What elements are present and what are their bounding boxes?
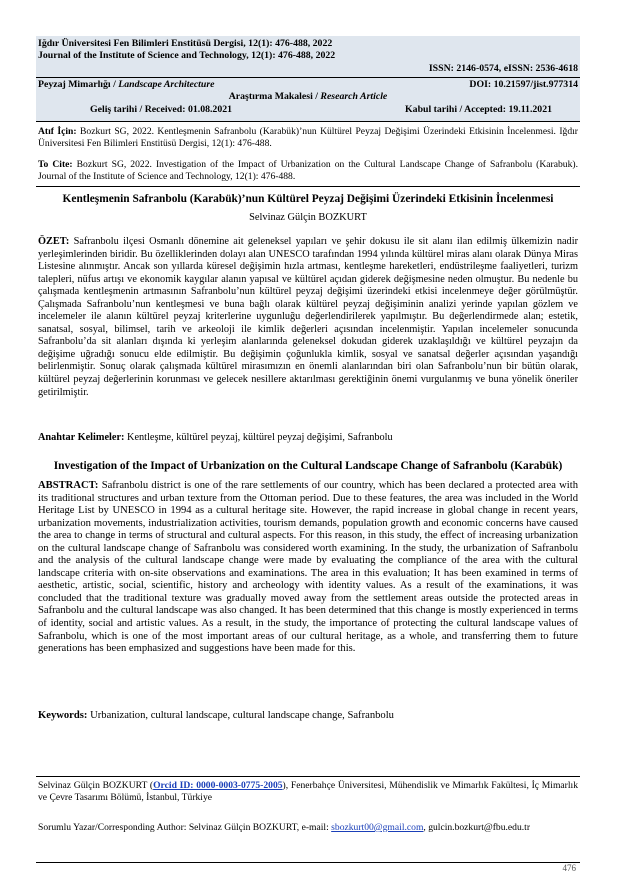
journal-title-en: Journal of the Institute of Science and Technology, 12(1): 476-488, 2022 (38, 50, 336, 62)
issn: ISSN: 2146-0574, eISSN: 2536-4618 (428, 62, 578, 74)
journal-header (38, 38, 578, 75)
journal-title-tr: Iğdır Üniversitesi Fen Bilimleri Enstitüsü Dergisi, 12(1): 476-488, 2022 (38, 38, 333, 49)
orcid-link[interactable]: Orcid ID: 0000-0003-0775-2005 (153, 780, 283, 791)
corresponding-author: Sorumlu Yazar/Corresponding Author: Selvinaz Gülçin BOZKURT, e-mail: sbozkurt00@gmail.com, gulcin.bozkurt@fbu.edu.tr (38, 822, 531, 833)
keywords-en: Keywords: Urbanization, cultural landscape, cultural landscape change, Safranbolu (38, 710, 394, 721)
page-number: 476 (562, 863, 576, 873)
received-date: Geliş tarihi / Received: 01.08.2021 (90, 103, 233, 115)
paper-title-en: Investigation of the Impact of Urbanization on the Cultural Landscape Change of Safranbolu (Karabük) (53, 460, 563, 472)
doi: DOI: 10.21597/jist.977314 (469, 79, 578, 90)
email-link[interactable]: sbozkurt00@gmail.com (331, 822, 424, 833)
citation-rule-bottom (36, 186, 580, 187)
footer-divider (36, 776, 580, 777)
author-affiliation: Selvinaz Gülçin BOZKURT (Orcid ID: 0000-0003-0775-2005), Fenerbahçe Üniversitesi, Mühendislik ve Mimarlık Fakültesi, İç Mimarlık ve Çevre Tasarımı Bölümü, İstanbul, Türkiye (38, 780, 579, 804)
citation-rule-top (36, 121, 580, 122)
accepted-date: Kabul tarihi / Accepted: 19.11.2021 (405, 103, 552, 115)
section: Peyzaj Mimarlığı / Landscape Architecture (38, 79, 215, 90)
page-bottom-rule (36, 862, 580, 863)
header-divider (36, 77, 580, 78)
abstract-tr: ÖZET: Safranbolu ilçesi Osmanlı dönemine ait geleneksel yapıları ve şehir dokusu ile sit alanı ilan edilmiş ülkemizin nadir yerleşimlerinden biridir. Bu özelliklerinden dolayı alan UNESCO tarafından 1994 yılında kültürel miras alanı olarak Dünya Miras Listesine alınmıştır. Ancak son yıllarda küresel değişimin hızla artması, kentleşme hareketleri, endüstrileşme faaliyetleri, turizm talepleri, nüfus artışı ve ekonomik kaygılar alanın yapısal ve kültürel açıdan giderek değişmesine neden olmuştur. Bu nedenle bu çalışmada kentleşmenin artmasının Safranbolu’nun kültürel peyzaj değişimi üzerindeki etkisi incelenmeye değer görülmüştür. Çalışmada Safranbolu’nun kentleşmesi ve buna bağlı olarak kültürel peyzaj değişiminin analizi yerinde yapılan gözlem ve incelemeler ile alanın kültürel peyzaj kriterlerine uygunluğu değerlendirilerek yapılmıştır. Bu değerlendirmede alan; estetik, sanatsal, sosyal, bilimsel, tarih ve arkeoloji ile kimlik değerleri açısından incelenmiştir. Yapılan incelemeler sonucunda Safranbolu’da sit alanları dışında ki yerleşim alanlarında geleneksel dokudan giderek uzaklaşıldığı ve kültürel peyzajın da değişime uğradığı sonucu elde edilmiştir. Bu değişimin çoğunlukla kimlik, sosyal ve sanatsal değerler açısından yaşandığı belirlenmiştir. Sonuç olarak çalışmada kültürel mirasımızın en önemli alanlarından biri olan Safranbolu’nun bir bütün olarak, kültürel peyzaj değerlerinin korunması ve gelecek nesillere aktarılması gerektiğinin önemi vurgulanmış ve buna yönelik öneriler getirilmiştir. (38, 236, 578, 398)
section-line (38, 79, 578, 116)
paper-title-tr: Kentleşmenin Safranbolu (Karabük)’nun Kültürel Peyzaj Değişimi Üzerindeki Etkisinin İncelenmesi (62, 193, 554, 205)
abstract-en: ABSTRACT: Safranbolu district is one of the rare settlements of our country, which has been declared a protected area with its traditional structures and urban texture from the Ottoman period. Due to these features, the area was included in the World Heritage List by UNESCO in 1994 as a cultural heritage site. However, the rapid increase in global change in recent years, urbanization movements, industrialization activities, tourism demands, population growth and economic concerns have caused the area to change in terms of structural and cultural aspects. For this reason, in this study, the effect of increasing urbanization on the cultural landscape change of Safranbolu was considered worth examining. In the study, the urbanization of Safranbolu and the analysis of the cultural landscape change were made by evaluating the compliance of the area with the cultural landscape criteria with on-site observations and examinations. The area in this evaluation; It has been examined in terms of aesthetic, artistic, social, scientific, history and archeology with identity values. As a result of the examinations, it was concluded that the traditional texture was gradually moved away from the settlement areas outside the protected areas in Safranbolu and the cultural landscape was also changed. It has been determined that this change is mostly experienced in terms of identity, social and artistic values. As a result, in the study, the importance of protecting the cultural landscape values of Safranbolu, which is one of the most important areas of our cultural heritage, as a whole, and transferring them to future generations has been emphasized and suggestions have been made for this. (38, 480, 578, 655)
citation-en: To Cite: Bozkurt SG, 2022. Investigation of the Impact of Urbanization on the Cultural Landscape Change of Safranbolu (Karabuk). Journal of the Institute of Science and Technology, 12(1): 476-488. (38, 159, 578, 182)
citation-tr: Atıf İçin: Bozkurt SG, 2022. Kentleşmenin Safranbolu (Karabük)’nun Kültürel Peyzaj Değişimi Üzerindeki Etkisinin İncelenmesi. Iğdır Üniversitesi Fen Bilimleri Enstitüsü Dergisi, 12(1): 476-488. (38, 126, 578, 149)
article-type: Araştırma Makalesi / Research Article (228, 91, 388, 103)
author-name: Selvinaz Gülçin BOZKURT (249, 212, 367, 223)
keywords-tr: Anahtar Kelimeler: Kentleşme, kültürel peyzaj, kültürel peyzaj değişimi, Safranbolu (38, 432, 393, 443)
